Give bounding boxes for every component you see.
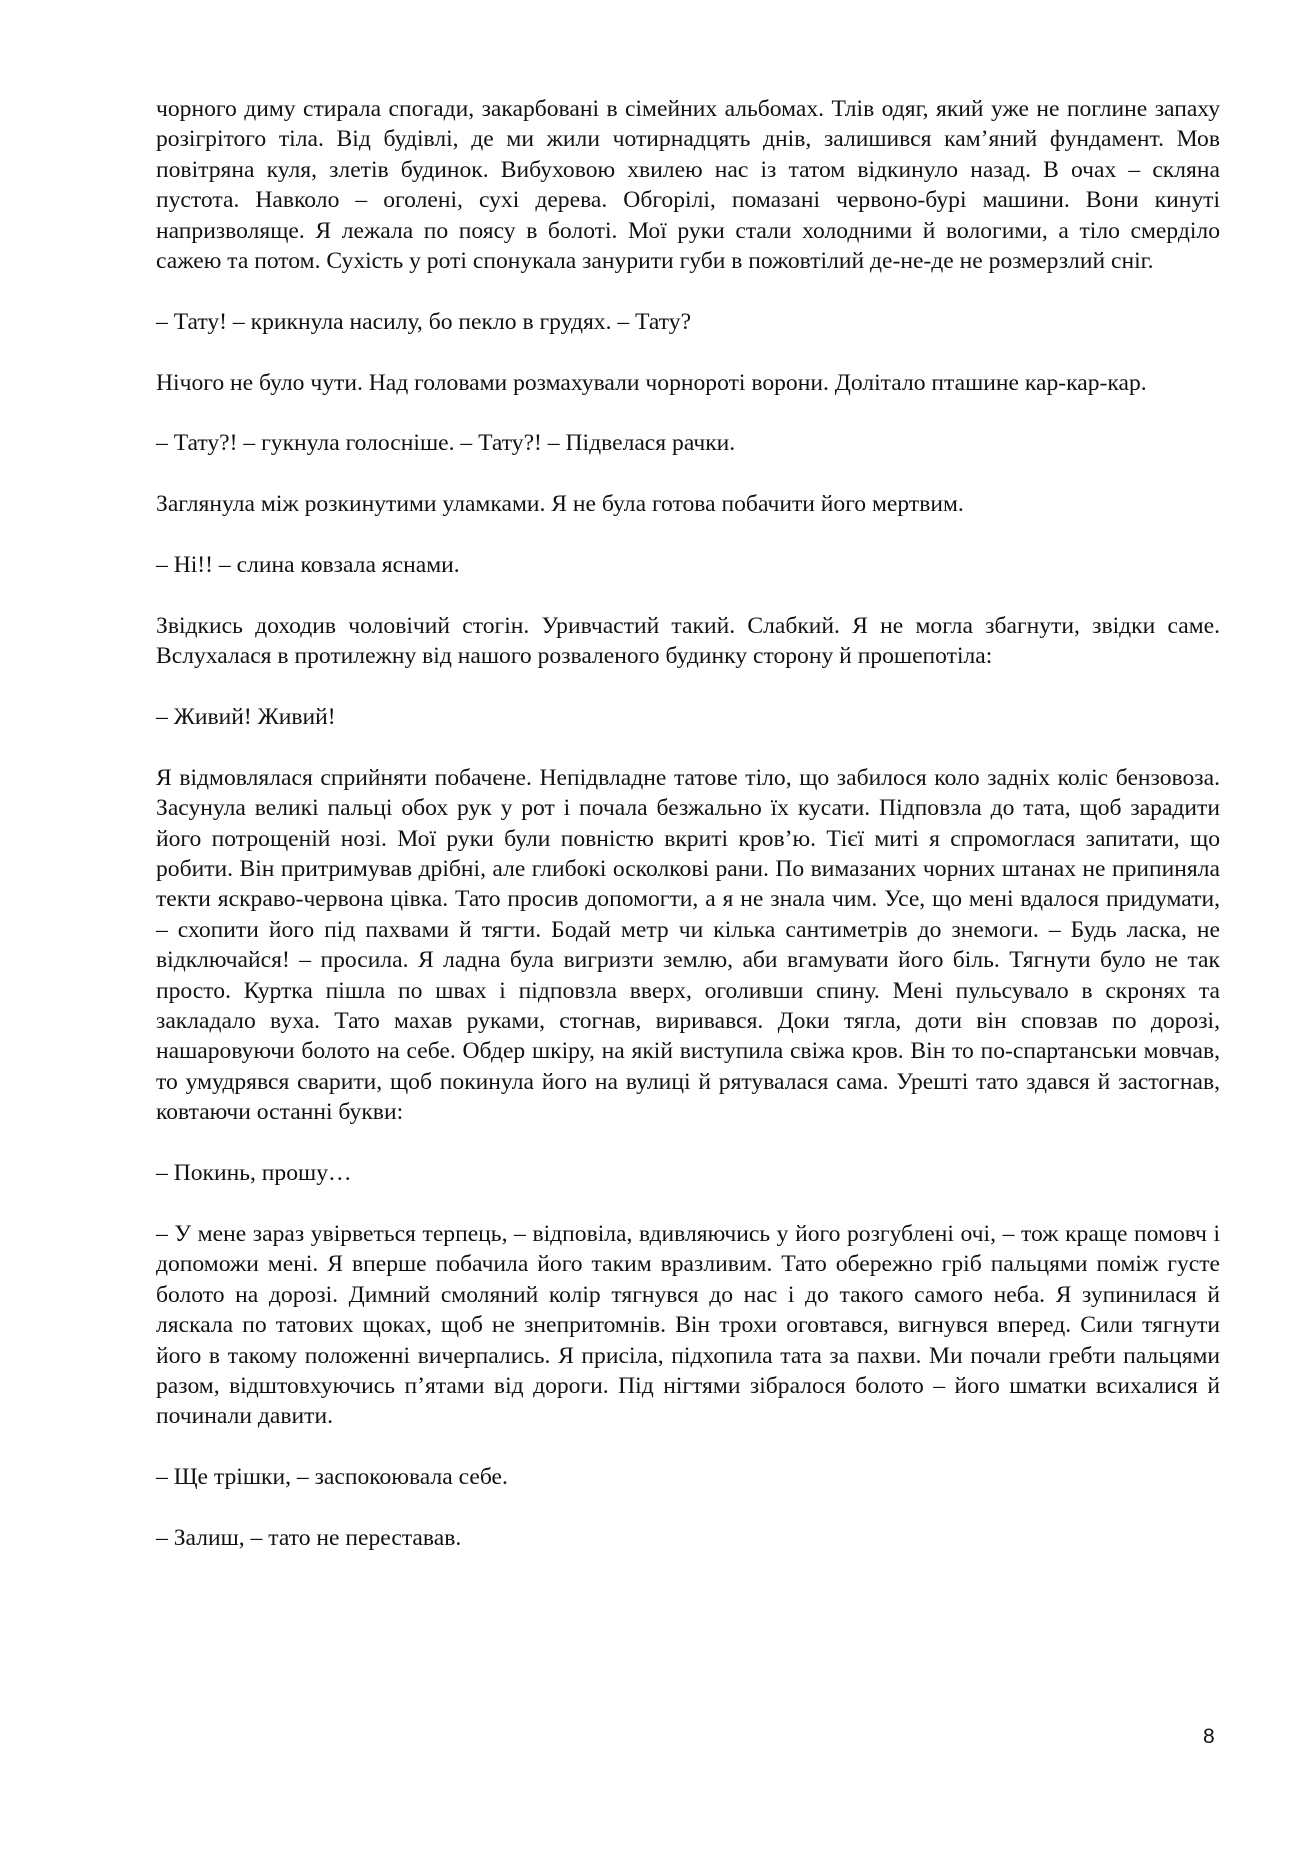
- paragraph-10: – Покинь, прошу…: [156, 1160, 352, 1187]
- page-body: [156, 94, 1220, 1584]
- paragraph-4: – Тату?! – гукнула голосніше. – Тату?! – Підвелася рачки.: [156, 430, 736, 457]
- page-number: 8: [1203, 1725, 1215, 1748]
- paragraph-9: Я відмовлялася сприйняти побачене. Непідвладне татове тіло, що забилося коло задніх коліс бензовоза. Засунула великі пальці обох рук у рот і почала безжально їх кусати. Підповзла до тата, щоб зарадити його потрощеній нозі. Мої руки були повністю вкриті кров’ю. Тієї миті я спромоглася запитати, що робити. Він притримував дрібні, але глибокі осколкові рани. По вимазаних чорних штанах не припиняла текти яскраво-червона цівка. Тато просив допомогти, а я не знала чим. Усе, що мені вдалося придумати, – схопити його під пахвами й тягти. Бодай метр чи кілька сантиметрів до знемоги. – Будь ласка, не відключайся! – просила. Я ладна була вигризти землю, аби вгамувати його біль. Тягнути було не так просто. Куртка пішла по швах і підповзла вверх, оголивши спину. Мені пульсувало в скронях та закладало вуха. Тато махав руками, стогнав, виривався. Доки тягла, доти він сповзав по дорозі, нашаровуючи болото на себе. Обдер шкіру, на якій виступила свіжа кров. Він то по-спартанськи мовчав, то умудрявся сварити, щоб покинула його на вулиці й рятувалася сама. Урешті тато здався й застогнав, ковтаючи останні букви:: [156, 764, 1220, 1126]
- paragraph-8: – Живий! Живий!: [156, 704, 336, 731]
- paragraph-2: – Тату! – крикнула насилу, бо пекло в грудях. – Тату?: [156, 308, 692, 335]
- paragraph-7: Звідкись доходив чоловічий стогін. Уривчастий такий. Слабкий. Я не могла збагнути, звідки саме. Вслухалася в протилежну від нашого розваленого будинку сторону й прошепотіла:: [156, 612, 1220, 670]
- paragraph-1: чорного диму стирала спогади, закарбовані в сімейних альбомах. Тлів одяг, який уже не поглине запаху розігрітого тіла. Від будівлі, де ми жили чотирнадцять днів, залишився кам’яний фундамент. Мов повітряна куля, злетів будинок. Вибуховою хвилею нас із татом відкинуло назад. В очах – скляна пустота. Навколо – оголені, сухі дерева. Обгорілі, помазані червоно-бурі машини. Вони кинуті напризволяще. Я лежала по поясу в болоті. Мої руки стали холодними й вологими, а тіло смерділо сажею та потом. Сухість у роті спонукала занурити губи в пожовтілий де-не-де не розмерзлий сніг.: [156, 96, 1220, 275]
- paragraph-12: – Ще трішки, – заспокоювала себе.: [156, 1464, 508, 1491]
- paragraph-5: Заглянула між розкинутими уламками. Я не була готова побачити його мертвим.: [156, 491, 964, 518]
- paragraph-3: Нічого не було чути. Над головами розмахували чорнороті ворони. Долітало пташине кар-кар-кар.: [156, 369, 1147, 396]
- paragraph-13: – Залиш, – тато не переставав.: [156, 1524, 462, 1551]
- paragraph-6: – Ні!! – слина ковзала яснами.: [156, 552, 460, 579]
- paragraph-11: – У мене зараз увірветься терпець, – відповіла, вдивляючись у його розгублені очі, – тож краще помовч і допоможи мені. Я вперше побачила його таким вразливим. Тато обережно гріб пальцями поміж густе болото на дорозі. Димний смоляний колір тягнувся до нас і до такого самого неба. Я зупинилася й ляскала по татових щоках, щоб не знепритомнів. Він трохи оговтався, вигнувся вперед. Сили тягнути його в такому положенні вичерпались. Я присіла, підхопила тата за пахви. Ми почали гребти пальцями разом, відштовхуючись п’ятами від дороги. Під нігтями зібралося болото – його шматки всихалися й починали давити.: [156, 1220, 1220, 1430]
